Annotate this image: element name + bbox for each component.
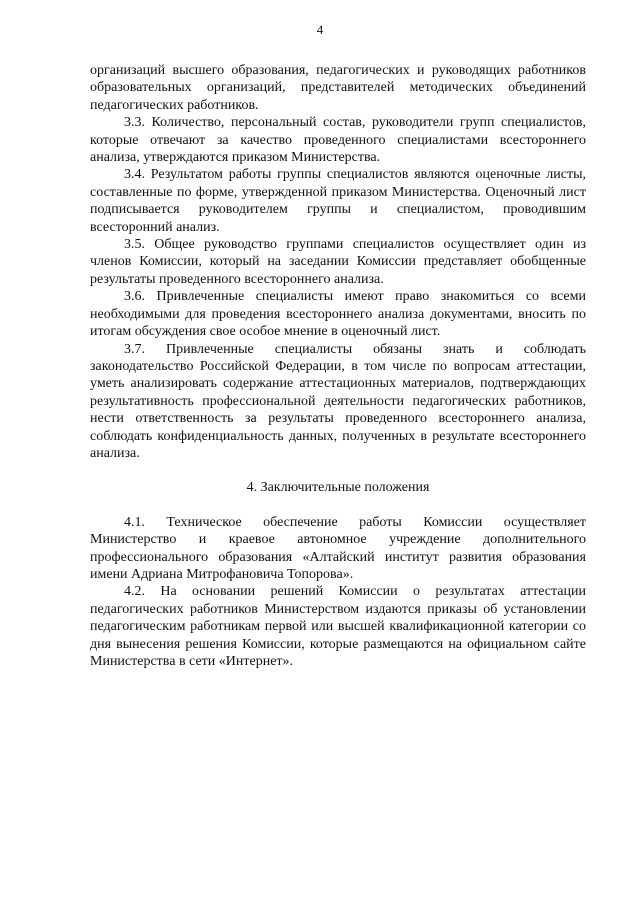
paragraph-3-3: 3.3. Количество, персональный состав, руководители групп специалистов, которые отвечают за качество проведенного специалистами всестороннего анализа, утверждаются приказом Министерства. xyxy=(90,115,586,166)
paragraph-3-7: 3.7. Привлеченные специалисты обязаны знать и соблюдать законодательство Российской Федерации, в том числе по вопросам аттестации, уметь анализировать содержание аттестационных материалов, подтверждающих результативность профессиональной деятельности педагогических работников, нести ответственность за результаты проведенного всестороннего анализа, соблюдать конфиденциальность данных, полученных в результате всестороннего анализа. xyxy=(90,341,586,461)
paragraph-3-5: 3.5. Общее руководство группами специалистов осуществляет один из членов Комиссии, который на заседании Комиссии представляет обобщенные результаты проведенного всестороннего анализа. xyxy=(90,237,586,287)
paragraph-3-6: 3.6. Привлеченные специалисты имеют право знакомиться со всеми необходимыми для проведения всестороннего анализа документами, вносить по итогам обсуждения свое особое мнение в оценочный лист. xyxy=(90,289,586,340)
paragraph-3-4: 3.4. Результатом работы группы специалистов являются оценочные листы, составленные по форме, утвержденной приказом Министерства. Оценочный лист подписывается руководителем группы и специалистом, проводившим всесторонний анализ. xyxy=(90,167,586,235)
page-number: 4 xyxy=(316,22,324,37)
document-body xyxy=(90,62,586,670)
paragraph-4-2: 4.2. На основании решений Комиссии о результатах аттестации педагогических работников Министерством издаются приказы об установлении педагогическим работникам первой или высшей квалификационной категории со дня вынесения решения Комиссии, которые размещаются на официальном сайте Министерства в сети «Интернет». xyxy=(90,584,586,669)
section-heading: 4. Заключительные положения xyxy=(246,480,430,496)
paragraph-continuation: организаций высшего образования, педагогических и руководящих работников образовательных организаций, представителей методических объединений педагогических работников. xyxy=(90,63,586,113)
paragraph-4-1: 4.1. Техническое обеспечение работы Комиссии осуществляет Министерство и краевое автономное учреждение дополнительного профессионального образования «Алтайский институт развития образования имени Адриана Митрофановича Топорова». xyxy=(90,514,586,582)
